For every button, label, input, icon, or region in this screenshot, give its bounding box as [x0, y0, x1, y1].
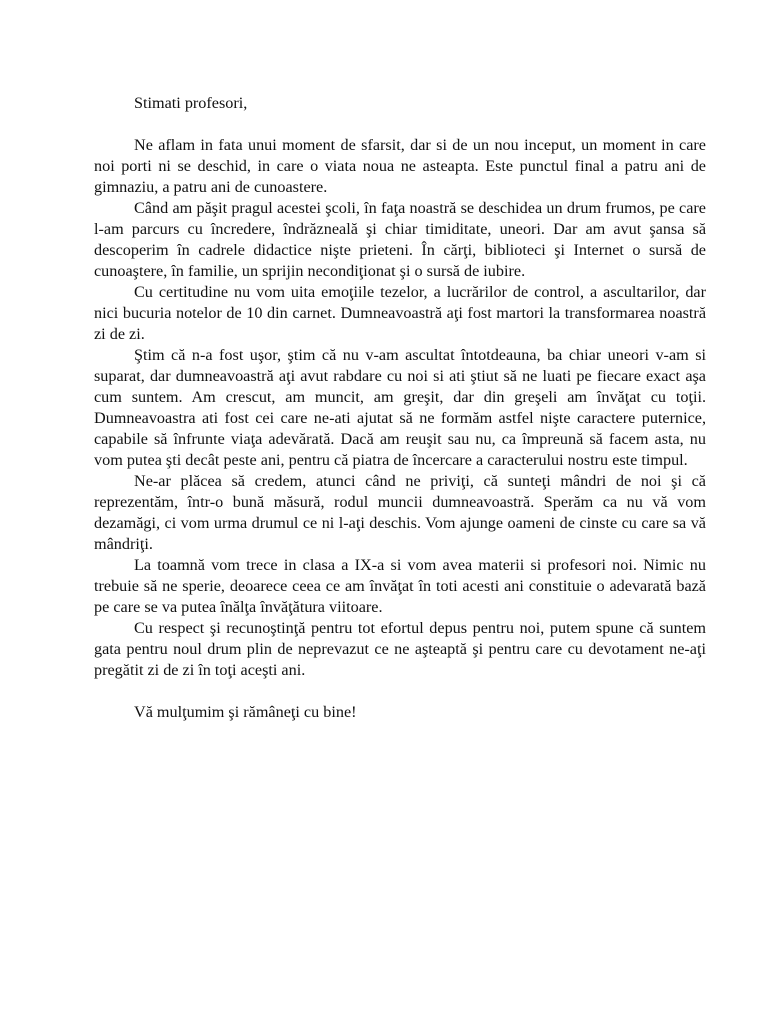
letter-page	[94, 93, 706, 723]
paragraph-2: Când am păşit pragul acestei şcoli, în faţa noastră se deschidea un drum frumos, pe care l-am parcurs cu încredere, îndrăzneală şi chiar timiditate, uneori. Dar am avut şansa să descoperim în cadrele didactice nişte prieteni. În cărţi, biblioteci şi Internet o sursă de cunoaştere, în familie, un sprijin necondiţionat şi o sursă de iubire.	[94, 199, 706, 280]
paragraph-3: Cu certitudine nu vom uita emoţiile tezelor, a lucrărilor de control, a ascultarilor, dar nici bucuria notelor de 10 din carnet. Dumneavoastră aţi fost martori la transformarea noastră zi de zi.	[94, 283, 706, 343]
paragraph-1: Ne aflam in fata unui moment de sfarsit, dar si de un nou inceput, un moment in care noi porti ni se deschid, in care o viata noua ne asteapta. Este punctul final a patru ani de gimnaziu, a patru ani de cunoastere.	[94, 136, 706, 196]
paragraph-4: Ştim că n-a fost uşor, ştim că nu v-am ascultat întotdeauna, ba chiar uneori v-am si suparat, dar dumneavoastră aţi avut rabdare cu noi si ati ştiut să ne luati pe fiecare exact aşa cum suntem. Am crescut, am muncit, am greşit, dar din greşeli am învăţat cu toţii. Dumneavoastra ati fost cei care ne-ati ajutat să ne formăm astfel nişte caractere puternice, capabile să înfrunte viaţa adevărată. Dacă am reuşit sau nu, ca împreună să facem asta, nu vom putea şti decât peste ani, pentru că piatra de încercare a caracterului nostru este timpul.	[94, 346, 706, 469]
paragraph-5: Ne-ar plăcea să credem, atunci când ne priviţi, că sunteţi mândri de noi şi că reprezentăm, într-o bună măsură, rodul muncii dumneavoastră. Sperăm ca nu vă vom dezamăgi, ci vom urma drumul ce ni l-aţi deschis. Vom ajunge oameni de cinste cu care sa vă mândriţi.	[94, 472, 706, 553]
closing-line: Vă mulţumim şi rămâneţi cu bine!	[134, 703, 357, 721]
salutation: Stimati profesori,	[134, 94, 248, 112]
paragraph-7: Cu respect şi recunoştinţă pentru tot efortul depus pentru noi, putem spune că suntem gata pentru noul drum plin de neprevazut ce ne aşteaptă şi pentru care cu devotament ne-aţi pregătit zi de zi în toţi aceşti ani.	[94, 619, 706, 679]
paragraph-6: La toamnă vom trece in clasa a IX-a si vom avea materii si profesori noi. Nimic nu trebuie să ne sperie, deoarece ceea ce am învăţat în toti acesti ani constituie o adevarată bază pe care se va putea înălţa învăţătura viitoare.	[94, 556, 706, 616]
